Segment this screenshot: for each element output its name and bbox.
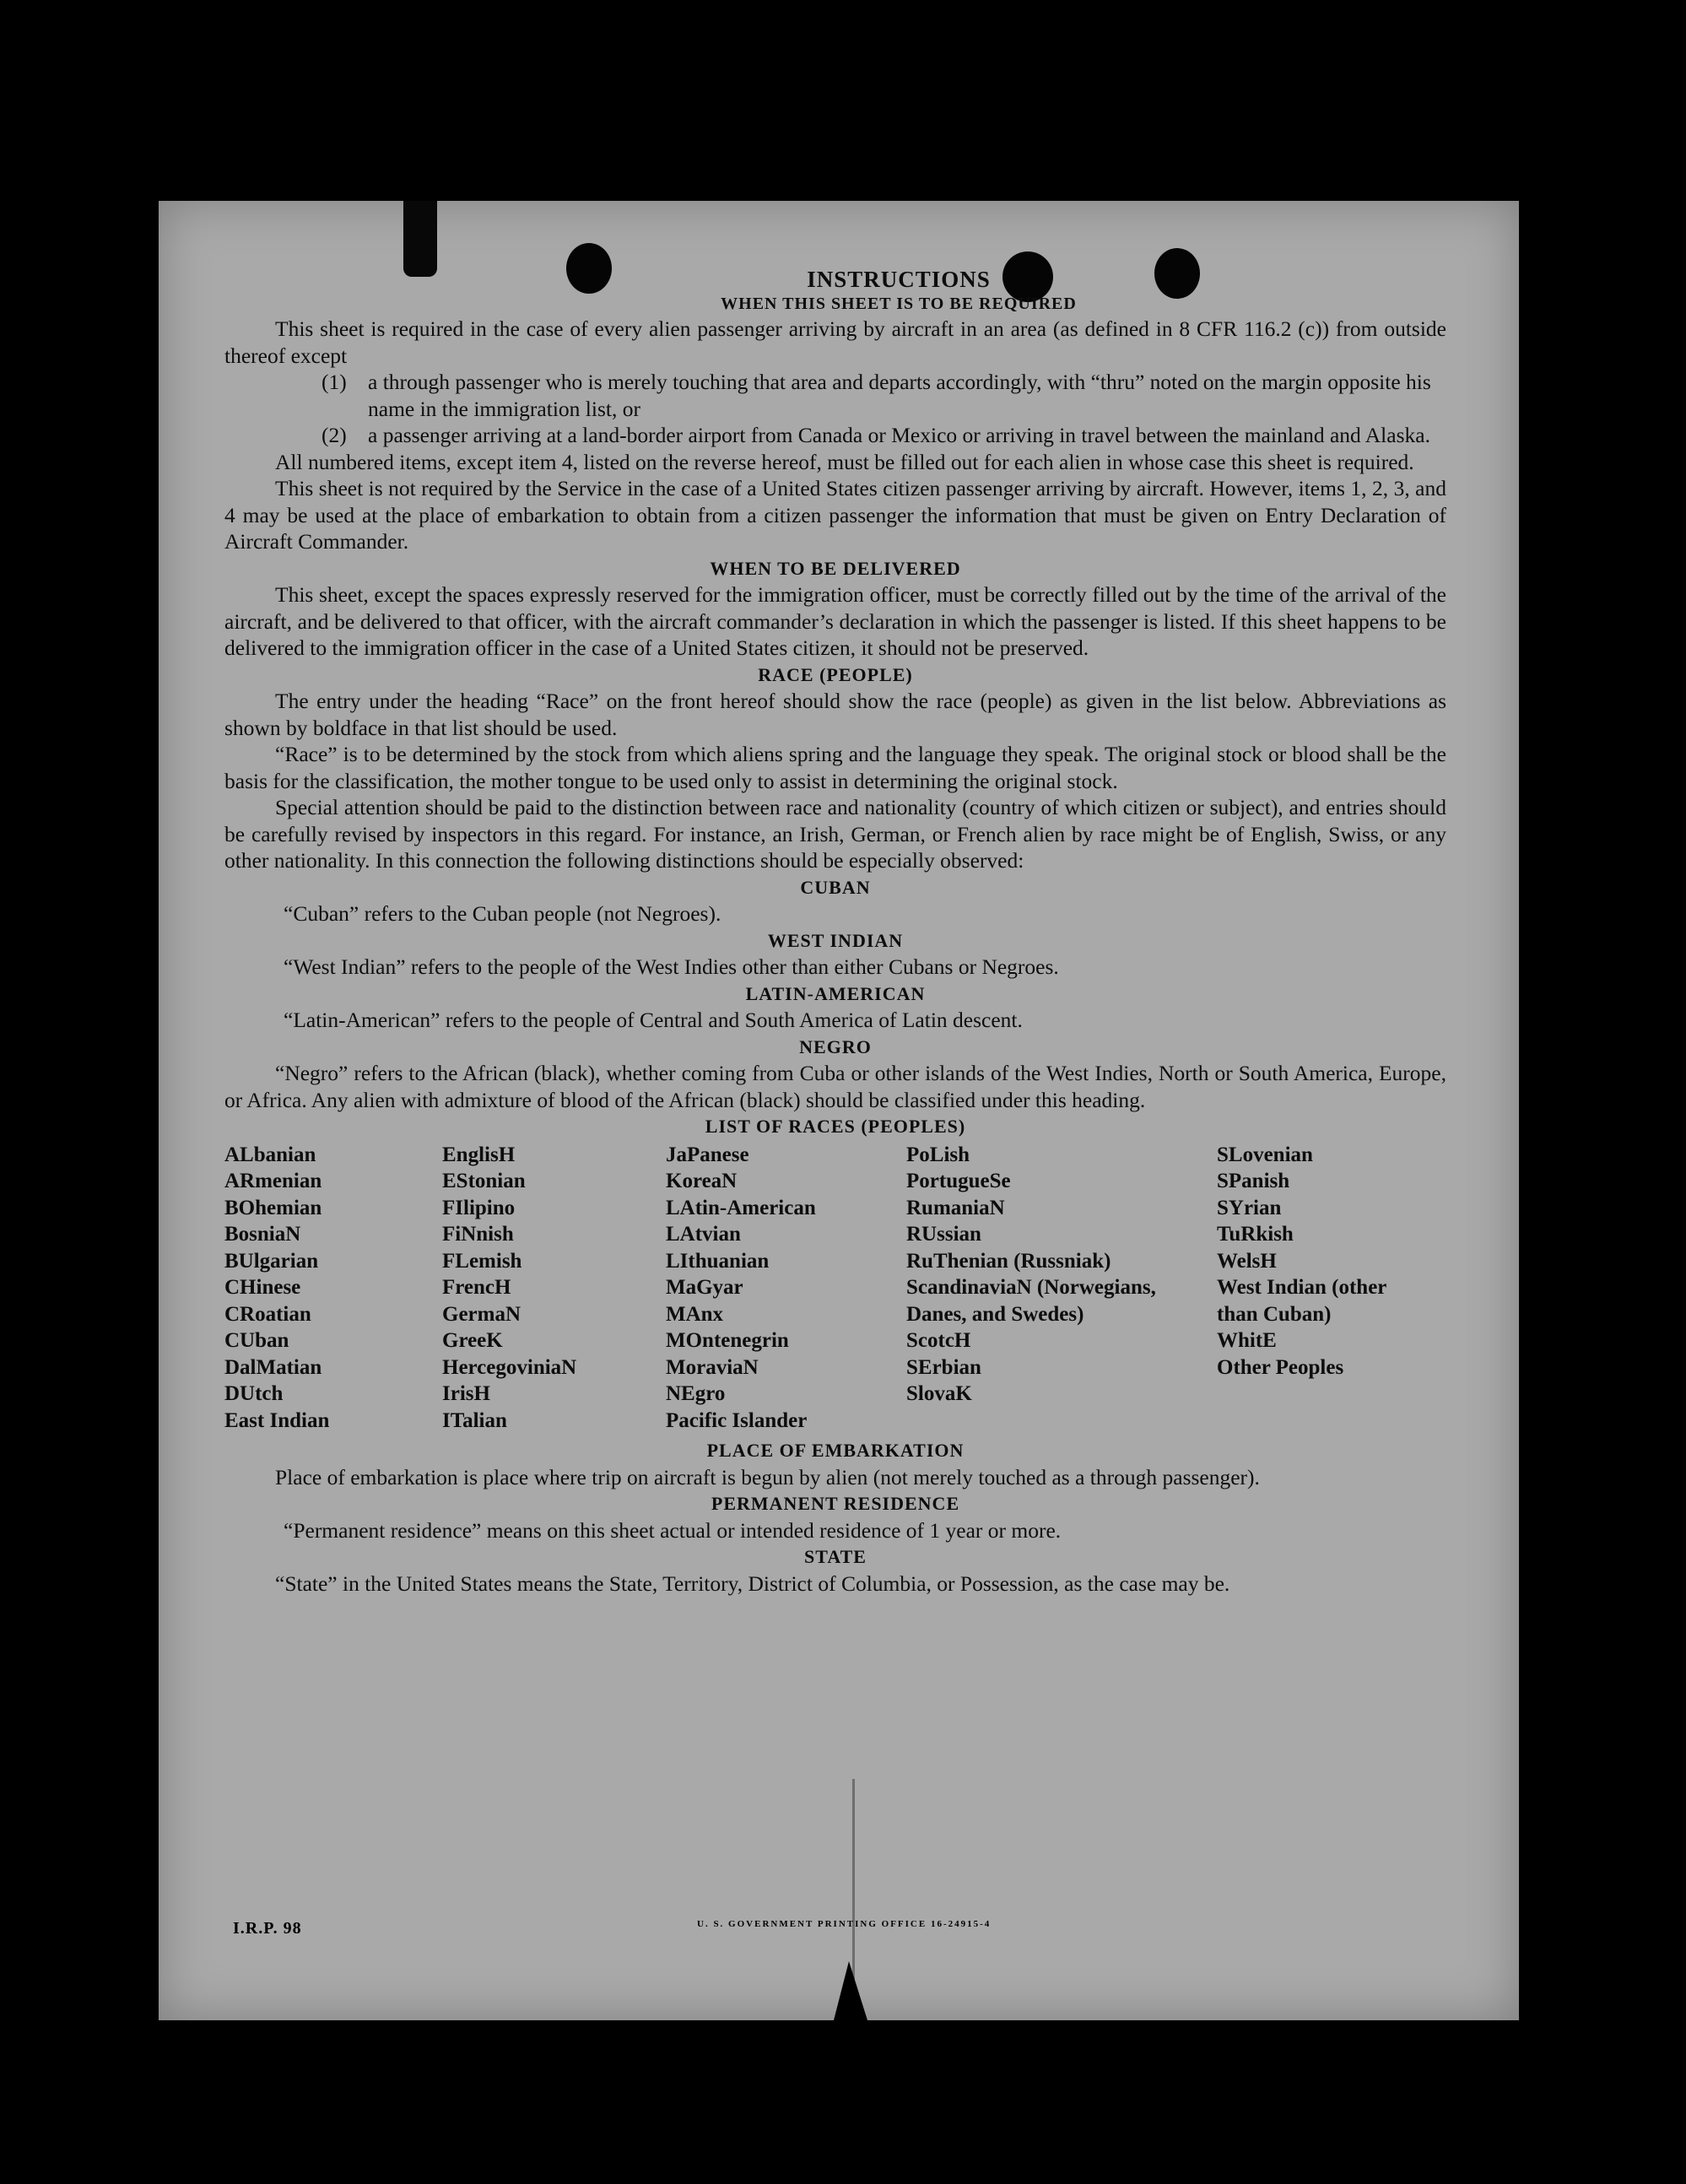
race-entry: FrencH bbox=[442, 1276, 511, 1299]
document-title: INSTRUCTIONS bbox=[807, 267, 991, 292]
race-entry: JaPanese bbox=[666, 1143, 749, 1166]
section-heading-cuban: CUBAN bbox=[800, 876, 871, 898]
race-entry: IrisH bbox=[442, 1382, 490, 1405]
race-column bbox=[224, 1142, 442, 1435]
race-paragraph: The entry under the heading “Race” on the front hereof should show the race (people) as given in the list below. Abbreviations as shown by boldface in that list should be used. bbox=[224, 689, 1446, 740]
race-entry: DalMatian bbox=[224, 1355, 322, 1379]
race-entry: MAnx bbox=[666, 1302, 724, 1326]
race-paragraph: Special attention should be paid to the distinction between race and nationality (country of which citizen or subject), and entries should be carefully revised by inspectors in this regard. For instance, an Irish, German, or French alien by race might be of English, Swiss, or any other nationality. In this connection the following distinctions should be especially observed: bbox=[224, 795, 1446, 873]
race-entry: CRoatian bbox=[224, 1302, 311, 1326]
section-heading-race-list: LIST OF RACES (PEOPLES) bbox=[705, 1116, 966, 1137]
race-entry: ScotcH bbox=[906, 1329, 971, 1352]
race-column bbox=[1217, 1142, 1438, 1435]
race-entry: MOntenegrin bbox=[666, 1329, 789, 1352]
race-entry: LAtin-American bbox=[666, 1196, 816, 1219]
cuban-text: “Cuban” refers to the Cuban people (not Negroes). bbox=[284, 901, 721, 926]
race-entry: NEgro bbox=[666, 1382, 726, 1405]
printer-imprint: U. S. GOVERNMENT PRINTING OFFICE 16-24915-4 bbox=[697, 1919, 992, 1929]
page-crack bbox=[852, 1779, 855, 1981]
race-entry: MaGyar bbox=[666, 1276, 743, 1299]
exception-text: a through passenger who is merely touching that area and departs accordingly, with “thru” noted on the margin opposite his name in the immigration list, or bbox=[368, 370, 1431, 421]
race-entry: SYrian bbox=[1217, 1196, 1282, 1219]
exception-text: a passenger arriving at a land-border airport from Canada or Mexico or arriving in travel between the mainland and Alaska. bbox=[368, 423, 1430, 447]
race-entry: BOhemian bbox=[224, 1196, 322, 1219]
race-entry: GreeK bbox=[442, 1329, 503, 1352]
race-entry: PoLish bbox=[906, 1143, 970, 1166]
exception-number: (1) bbox=[322, 370, 347, 394]
race-entry: PortugueSe bbox=[906, 1170, 1011, 1192]
embarkation-text: Place of embarkation is place where trip on aircraft is begun by alien (not merely touched as a through passenger). bbox=[275, 1464, 1260, 1489]
section-heading-latin-american: LATIN-AMERICAN bbox=[745, 982, 926, 1004]
exception-item bbox=[224, 369, 1446, 422]
race-entry: RuThenian (Russniak) bbox=[906, 1249, 1111, 1273]
race-entry: Other Peoples bbox=[1217, 1355, 1344, 1379]
section-heading-negro: NEGRO bbox=[799, 1035, 872, 1057]
section-heading-embarkation: PLACE OF EMBARKATION bbox=[706, 1440, 965, 1461]
race-entry: WelsH bbox=[1217, 1249, 1277, 1273]
section-heading-residence: PERMANENT RESIDENCE bbox=[711, 1493, 960, 1514]
race-entry: ALbanian bbox=[224, 1143, 316, 1166]
section-heading-required: WHEN THIS SHEET IS TO BE REQUIRED bbox=[721, 295, 1077, 313]
race-entry: TuRkish bbox=[1217, 1223, 1294, 1246]
race-entry: DUtch bbox=[224, 1382, 284, 1405]
race-entry: ITalian bbox=[442, 1408, 507, 1432]
west-indian-text: “West Indian” refers to the people of the West Indies other than either Cubans or Negroes. bbox=[284, 954, 1059, 979]
state-text: “State” in the United States means the State, Territory, District of Columbia, or Possession, as the case may be. bbox=[275, 1570, 1230, 1596]
race-list bbox=[224, 1142, 1446, 1435]
negro-text: “Negro” refers to the African (black), whether coming from Cuba or other islands of the West Indies, North or South America, Europe, or Africa. Any alien with admixture of blood of the African (black) should be classified under this heading. bbox=[224, 1061, 1446, 1112]
race-entry: SPanish bbox=[1217, 1170, 1290, 1192]
race-paragraph: “Race” is to be determined by the stock from which aliens spring and the language they speak. The original stock or blood shall be the basis for the classification, the mother tongue to be used only to assist in determining the original stock. bbox=[224, 742, 1446, 793]
race-column bbox=[666, 1142, 906, 1435]
exception-item bbox=[224, 422, 1446, 449]
race-entry: EnglisH bbox=[442, 1143, 516, 1166]
section-heading-delivered: WHEN TO BE DELIVERED bbox=[710, 557, 961, 579]
race-entry: ScandinaviaN (Norwegians, Danes, and Swedes) bbox=[906, 1276, 1156, 1326]
race-entry: Pacific Islander bbox=[666, 1408, 808, 1432]
race-entry: HercegoviniaN bbox=[442, 1355, 577, 1379]
race-entry: LIthuanian bbox=[666, 1249, 770, 1273]
required-paragraph: This sheet is not required by the Service in the case of a United States citizen passenger arriving by aircraft. However, items 1, 2, 3, and 4 may be used at the place of embarkation to obtain from a citizen passenger the information that must be given on Entry Declaration of Aircraft Commander. bbox=[224, 476, 1446, 554]
required-intro: This sheet is required in the case of every alien passenger arriving by aircraft in an area (as defined in 8 CFR 116.2 (c)) from outside thereof except bbox=[224, 316, 1446, 368]
page-tear bbox=[834, 1961, 867, 2020]
race-entry: FiNnish bbox=[442, 1223, 514, 1246]
race-entry: FIlipino bbox=[442, 1196, 516, 1219]
document-page bbox=[159, 201, 1519, 2020]
race-entry: SLovenian bbox=[1217, 1143, 1313, 1166]
section-heading-state: STATE bbox=[804, 1546, 867, 1567]
residence-text: “Permanent residence” means on this sheet actual or intended residence of 1 year or more. bbox=[284, 1517, 1062, 1543]
race-column bbox=[442, 1142, 666, 1435]
race-entry: SErbian bbox=[906, 1355, 981, 1379]
latin-american-text: “Latin-American” refers to the people of Central and South America of Latin descent. bbox=[284, 1008, 1023, 1032]
race-entry: East Indian bbox=[224, 1408, 330, 1432]
race-entry: BUlgarian bbox=[224, 1249, 319, 1273]
form-number: I.R.P. 98 bbox=[233, 1919, 302, 1938]
race-entry: ARmenian bbox=[224, 1170, 322, 1192]
section-heading-race: RACE (PEOPLE) bbox=[758, 663, 913, 685]
race-entry: RUssian bbox=[906, 1223, 981, 1246]
section-heading-west-indian: WEST INDIAN bbox=[767, 929, 904, 951]
race-column bbox=[906, 1142, 1217, 1435]
race-entry: EStonian bbox=[442, 1170, 526, 1192]
race-entry: CUban bbox=[224, 1329, 289, 1352]
race-entry: KoreaN bbox=[666, 1170, 738, 1192]
race-entry: SlovaK bbox=[906, 1382, 972, 1405]
required-paragraph: All numbered items, except item 4, listed on the reverse hereof, must be filled out for each alien in whose case this sheet is required. bbox=[275, 449, 1414, 474]
race-entry: WhitE bbox=[1217, 1329, 1277, 1352]
delivered-text: This sheet, except the spaces expressly reserved for the immigration officer, must be correctly filled out by the time of the arrival of the aircraft, and be delivered to that officer, with the aircraft commander’s declaration in which the passenger is listed. If this sheet happens to be delivered to the immigration officer in the case of a United States citizen, it should not be preserved. bbox=[224, 582, 1446, 660]
race-entry: RumaniaN bbox=[906, 1196, 1005, 1219]
race-entry: CHinese bbox=[224, 1276, 301, 1299]
instructions-body bbox=[224, 267, 1446, 1597]
race-entry: MoraviaN bbox=[666, 1355, 759, 1379]
exception-number: (2) bbox=[322, 423, 347, 447]
page-damage-mark bbox=[403, 201, 437, 277]
race-entry: FLemish bbox=[442, 1249, 522, 1273]
race-entry: GermaN bbox=[442, 1302, 521, 1326]
race-entry: LAtvian bbox=[666, 1223, 741, 1246]
race-entry: West Indian (other than Cuban) bbox=[1217, 1276, 1386, 1326]
race-entry: BosniaN bbox=[224, 1223, 301, 1246]
